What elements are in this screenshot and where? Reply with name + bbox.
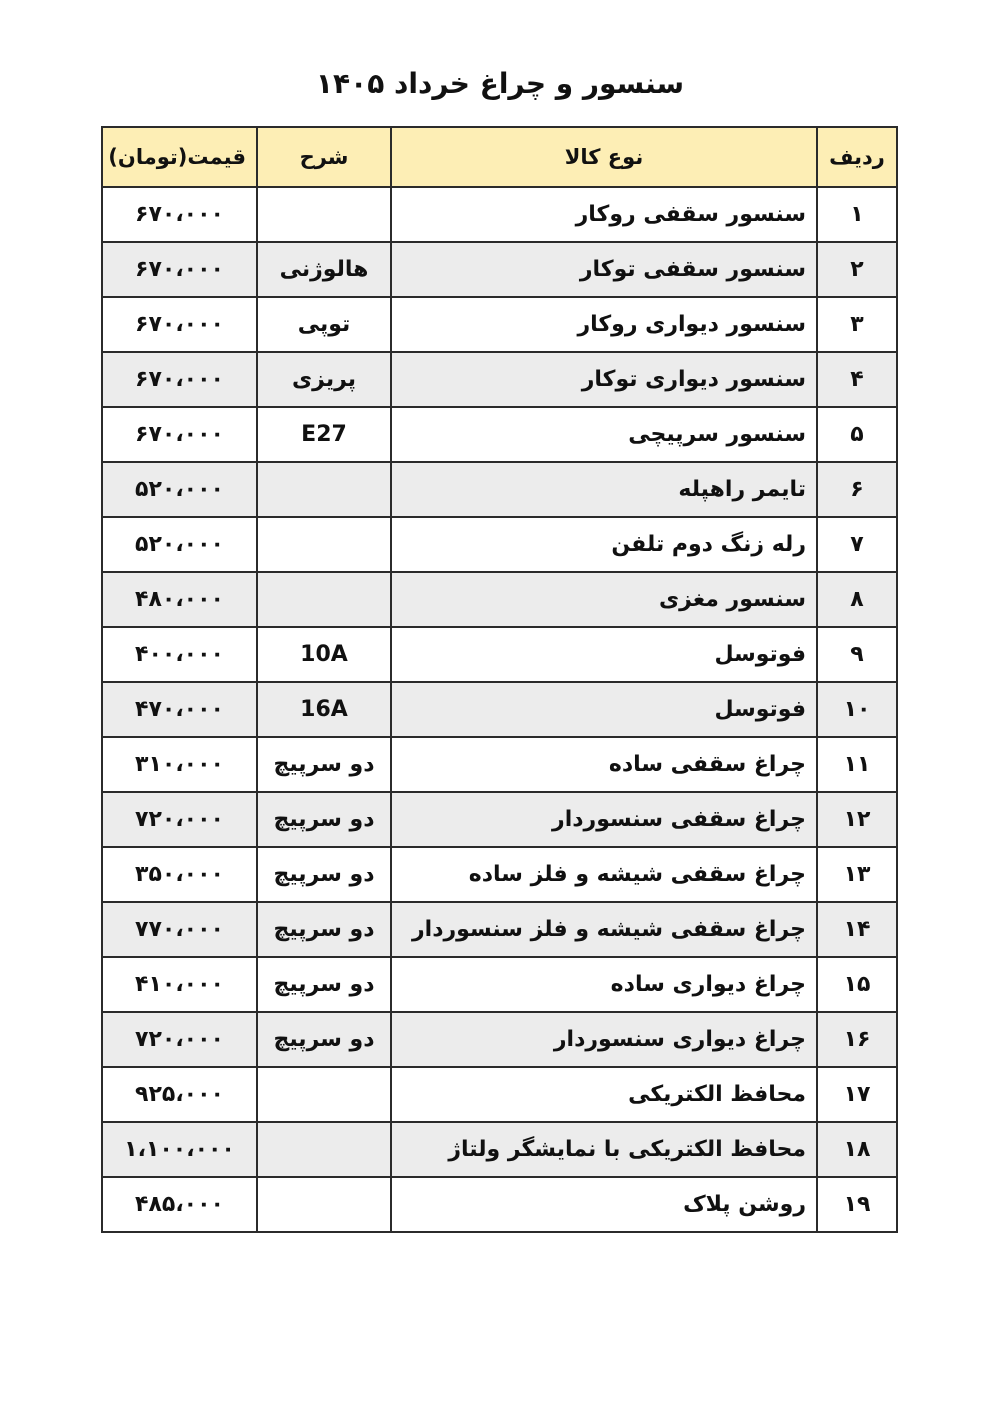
description-cell [257,1067,391,1122]
row-number-cell: ۱۸ [817,1122,897,1177]
header-description: شرح [257,127,391,187]
product-name-cell: چراغ سقفی ساده [391,737,817,792]
row-number-cell: ۵ [817,407,897,462]
price-cell: ۷۲۰،۰۰۰ [102,792,257,847]
product-name-cell: چراغ دیواری ساده [391,957,817,1012]
row-number-cell: ۱۱ [817,737,897,792]
row-number-cell: ۷ [817,517,897,572]
table-row [102,737,897,792]
row-number-cell: ۱۶ [817,1012,897,1067]
table-row [102,407,897,462]
description-cell: دو سرپیچ [257,1012,391,1067]
product-name-cell: چراغ دیواری سنسوردار [391,1012,817,1067]
header-product-type: نوع کالا [391,127,817,187]
row-number-cell: ۴ [817,352,897,407]
price-cell: ۴۸۵،۰۰۰ [102,1177,257,1232]
description-cell [257,1122,391,1177]
product-name-cell: سنسور دیواری روکار [391,297,817,352]
description-cell: توپی [257,297,391,352]
header-row-number: ردیف [817,127,897,187]
description-cell: پریزی [257,352,391,407]
price-cell: ۷۷۰،۰۰۰ [102,902,257,957]
row-number-cell: ۱ [817,187,897,242]
price-cell: ۶۷۰،۰۰۰ [102,297,257,352]
table-row [102,242,897,297]
table-header [102,127,897,187]
product-name-cell: رله زنگ دوم تلفن [391,517,817,572]
row-number-cell: ۱۵ [817,957,897,1012]
description-cell: دو سرپیچ [257,847,391,902]
table-row [102,462,897,517]
table-row [102,1177,897,1232]
row-number-cell: ۱۰ [817,682,897,737]
table-row [102,1067,897,1122]
table-row [102,517,897,572]
page-title: سنسور و چراغ خرداد ۱۴۰۵ [315,67,685,100]
description-cell: 16A [257,682,391,737]
table-body [102,187,897,1232]
row-number-cell: ۶ [817,462,897,517]
row-number-cell: ۱۹ [817,1177,897,1232]
product-name-cell: محافظ الکتریکی با نمایشگر ولتاژ [391,1122,817,1177]
row-number-cell: ۱۳ [817,847,897,902]
price-cell: ۶۷۰،۰۰۰ [102,407,257,462]
description-cell [257,187,391,242]
product-name-cell: محافظ الکتریکی [391,1067,817,1122]
product-name-cell: روشن پلاک [391,1177,817,1232]
price-cell: ۶۷۰،۰۰۰ [102,187,257,242]
product-name-cell: تایمر راهپله [391,462,817,517]
table-row [102,297,897,352]
price-cell: ۱،۱۰۰،۰۰۰ [102,1122,257,1177]
product-name-cell: سنسور دیواری توکار [391,352,817,407]
product-name-cell: سنسور مغزی [391,572,817,627]
description-cell: دو سرپیچ [257,792,391,847]
product-name-cell: سنسور سقفی توکار [391,242,817,297]
price-cell: ۳۵۰،۰۰۰ [102,847,257,902]
price-cell: ۵۲۰،۰۰۰ [102,517,257,572]
table-row [102,957,897,1012]
price-cell: ۴۱۰،۰۰۰ [102,957,257,1012]
row-number-cell: ۳ [817,297,897,352]
price-cell: ۷۲۰،۰۰۰ [102,1012,257,1067]
table-row [102,682,897,737]
table-row [102,902,897,957]
row-number-cell: ۸ [817,572,897,627]
row-number-cell: ۱۴ [817,902,897,957]
row-number-cell: ۹ [817,627,897,682]
table-row [102,847,897,902]
table-row [102,1012,897,1067]
description-cell: هالوژنی [257,242,391,297]
product-name-cell: فوتوسل [391,682,817,737]
description-cell: 10A [257,627,391,682]
row-number-cell: ۱۲ [817,792,897,847]
product-name-cell: چراغ سقفی شیشه و فلز سنسوردار [391,902,817,957]
price-cell: ۴۸۰،۰۰۰ [102,572,257,627]
price-cell: ۹۲۵،۰۰۰ [102,1067,257,1122]
product-name-cell: چراغ سقفی سنسوردار [391,792,817,847]
product-name-cell: سنسور سقفی روکار [391,187,817,242]
price-cell: ۴۰۰،۰۰۰ [102,627,257,682]
description-cell [257,517,391,572]
description-cell [257,462,391,517]
table-row [102,627,897,682]
price-cell: ۴۷۰،۰۰۰ [102,682,257,737]
header-row [102,127,897,187]
table-row [102,572,897,627]
table-row [102,352,897,407]
description-cell: E27 [257,407,391,462]
header-price: قیمت(تومان) [102,127,257,187]
product-name-cell: فوتوسل [391,627,817,682]
table-row [102,1122,897,1177]
product-name-cell: چراغ سقفی شیشه و فلز ساده [391,847,817,902]
description-cell [257,572,391,627]
table-row [102,792,897,847]
description-cell: دو سرپیچ [257,957,391,1012]
description-cell [257,1177,391,1232]
product-name-cell: سنسور سرپیچی [391,407,817,462]
price-cell: ۶۷۰،۰۰۰ [102,242,257,297]
description-cell: دو سرپیچ [257,737,391,792]
price-cell: ۵۲۰،۰۰۰ [102,462,257,517]
description-cell: دو سرپیچ [257,902,391,957]
table-row [102,187,897,242]
price-cell: ۳۱۰،۰۰۰ [102,737,257,792]
row-number-cell: ۲ [817,242,897,297]
row-number-cell: ۱۷ [817,1067,897,1122]
price-cell: ۶۷۰،۰۰۰ [102,352,257,407]
price-table [101,126,898,1233]
